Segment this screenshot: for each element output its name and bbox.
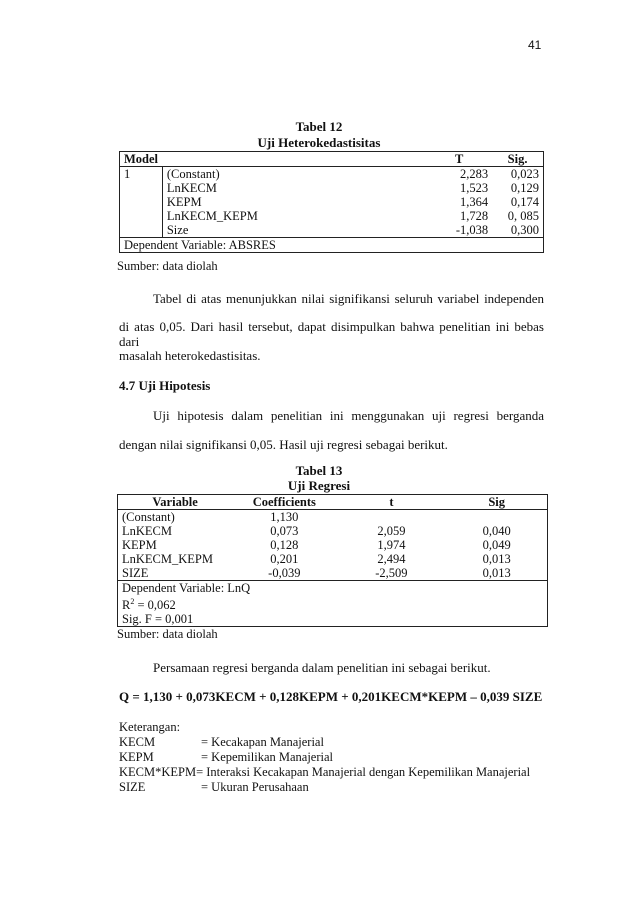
table12-cell-sig: 0, 085 [507,209,539,223]
table12-cell-var: KEPM [166,195,202,209]
table-row [120,181,544,195]
table12-header-sig: Sig. [492,152,543,167]
table13-source: Sumber: data diolah [117,627,218,641]
table12-footnote: Dependent Variable: ABSRES [120,238,544,253]
table13-cell-t: 1,974 [377,538,406,552]
keterangan-term: KEPM [119,750,154,764]
table13-cell-var: LnKECM [122,524,172,538]
keterangan-item [119,750,333,765]
table13-header-t: t [336,495,446,510]
table13-cell-sig: 0,040 [482,524,511,538]
table-row [118,552,548,566]
table13-cell-coef: 0,073 [270,524,299,538]
table13-footer [118,581,548,627]
table-row [118,538,548,552]
table12-cell-t: 1,364 [460,195,489,209]
keterangan-def: = Kecakapan Manajerial [201,735,324,749]
keterangan-term: KECM [119,735,156,749]
table13-cell-var: KEPM [122,538,157,552]
table13-cell-t [336,510,446,525]
keterangan-title: Keterangan: [119,720,181,734]
table12-source: Sumber: data diolah [117,259,218,273]
keterangan-def: = Ukuran Perusahaan [201,780,309,794]
table13-header-row [118,495,548,510]
table12-cell-var: LnKECM [166,181,217,195]
paragraph-1-line-3: masalah heterokedastisitas. [119,348,261,363]
table13-cell-sig [446,510,547,525]
table13-footer-dependent: Dependent Variable: LnQ [122,581,251,595]
table12-footer-row [120,238,544,253]
table13-cell-coef: 0,128 [270,538,299,552]
table12-cell-var: LnKECM_KEPM [166,209,258,223]
paragraph-3: Persamaan regresi berganda dalam penelitian ini sebagai berikut. [153,660,491,675]
table12-caption-title: Uji Heterokedastisitas [257,135,381,150]
table13 [117,494,548,627]
table13-caption-title: Uji Regresi [287,478,351,493]
table13-cell-sig: 0,013 [482,566,511,580]
table12-header-row [120,152,544,167]
table12-cell-sig: 0,023 [510,167,539,181]
table13-footer-r2-value: = 0,062 [134,598,176,613]
table13-cell-coef: 0,201 [270,552,299,566]
keterangan-def: = Kepemilikan Manajerial [201,750,334,764]
table12-header-t: T [426,152,492,167]
table12-cell-sig: 0,174 [510,195,539,209]
table13-footer-row [118,581,548,627]
table13-cell-sig: 0,013 [482,552,511,566]
keterangan-term: KECM*KEPM [119,765,197,779]
table12-cell-sig: 0,129 [510,181,539,195]
table-row [118,510,548,525]
section-heading: 4.7 Uji Hipotesis [119,378,211,393]
table12-header-model: Model [120,152,427,167]
table12-cell-sig: 0,300 [510,223,539,237]
table13-footer-r2-sup: 2 [130,597,135,606]
keterangan-item [119,735,324,750]
paragraph-1-line-2: di atas 0,05. Dari hasil tersebut, dapat disimpulkan bahwa penelitian ini bebas dari [119,319,544,349]
table13-header-variable: Variable [118,495,233,510]
table13-cell-t: 2,059 [377,524,406,538]
table12-cell-t: 2,283 [460,167,489,181]
table-row [118,524,548,538]
table13-cell-var: LnKECM_KEPM [122,552,213,566]
table12-cell-t: 1,728 [460,209,489,223]
table12-cell-var: Size [166,223,189,237]
table-row [118,566,548,581]
table13-footer-sigf: Sig. F = 0,001 [122,612,194,627]
table12-cell-t: -1,038 [455,223,489,237]
keterangan-item [119,765,530,780]
regression-equation: Q = 1,130 + 0,073KECM + 0,128KEPM + 0,201KECM*KEPM – 0,039 SIZE [119,689,543,704]
table-row [120,167,544,182]
table-row [120,195,544,209]
table13-header-coefficients: Coefficients [232,495,336,510]
paragraph-1-line-1: Tabel di atas menunjukkan nilai signifikansi seluruh variabel independen [153,291,544,306]
table13-cell-sig: 0,049 [482,538,511,552]
table13-cell-var: (Constant) [122,510,175,524]
table13-cell-coef: 1,130 [270,510,299,524]
table13-cell-coef: -0,039 [268,566,301,580]
paragraph-2-line-2: dengan nilai signifikansi 0,05. Hasil uji regresi sebagai berikut. [119,437,448,452]
table12-cell-var: (Constant) [166,167,220,181]
keterangan-item [119,780,309,795]
table13-cell-var: SIZE [122,566,149,580]
table12-caption-number: Tabel 12 [295,119,343,134]
table-row [120,209,544,223]
table12-cell-t: 1,523 [460,181,489,195]
table13-caption-number: Tabel 13 [295,463,343,478]
table13-footer-r2-label: R [122,598,131,613]
table13-footer-r2 [122,595,543,612]
table12 [119,151,544,253]
table13-header-sig: Sig [446,495,547,510]
keterangan-def: = Interaksi Kecakapan Manajerial dengan Kepemilikan Manajerial [196,765,531,779]
table12-model-number: 1 [120,167,163,238]
paragraph-2-line-1: Uji hipotesis dalam penelitian ini menggunakan uji regresi berganda [153,408,544,423]
keterangan-term: SIZE [119,780,146,794]
table-row [120,223,544,238]
table13-cell-t: 2,494 [377,552,406,566]
page-number: 41 [528,38,542,52]
table13-cell-t: -2,509 [375,566,408,580]
